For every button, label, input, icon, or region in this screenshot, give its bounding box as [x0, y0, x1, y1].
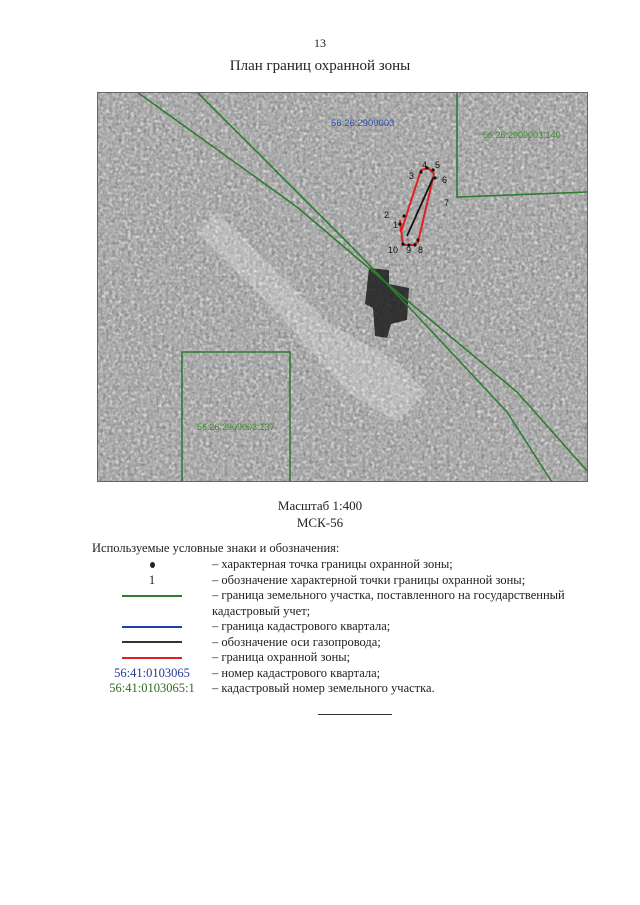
- line-symbol: [122, 595, 182, 597]
- legend-description: – граница охранной зоны;: [212, 650, 351, 664]
- point-label-3: 3: [409, 171, 415, 181]
- point-label-4: 4: [422, 160, 428, 170]
- line-symbol: [122, 626, 182, 628]
- point-symbol: [150, 562, 155, 568]
- legend-item: [92, 650, 592, 666]
- legend-intro: Используемые условные знаки и обозначения:: [92, 541, 340, 555]
- legend-item: [92, 666, 592, 682]
- zone-point-1: [398, 222, 401, 225]
- point-label-2: 2: [384, 210, 390, 220]
- legend-symbol: [92, 573, 212, 589]
- zone-point-3: [419, 170, 422, 173]
- legend-symbol: [92, 666, 212, 682]
- quarter-label: 56:26:2909003: [331, 118, 395, 129]
- legend-description: – кадастровый номер земельного участка.: [212, 681, 435, 695]
- legend-item: [92, 557, 592, 573]
- point-label-5: 5: [435, 160, 441, 170]
- legend-item: [92, 635, 592, 651]
- legend-symbol: [92, 557, 212, 573]
- footer-rule: [318, 714, 392, 715]
- parcel-label-140: 56:26:2909003:140: [483, 130, 561, 140]
- scale-block: [0, 497, 640, 531]
- orthophoto-map: [97, 92, 588, 482]
- zone-point-10: [401, 242, 404, 245]
- line-symbol: [122, 657, 182, 659]
- point-label-1: 1: [393, 220, 399, 230]
- legend-symbol: [92, 619, 212, 635]
- text-symbol: 1: [148, 572, 156, 587]
- page-number: 13: [314, 36, 326, 50]
- legend-description: – обозначение оси газопровода;: [212, 634, 381, 649]
- legend-description: – граница кадастрового квартала;: [212, 619, 391, 633]
- legend-description: – характерная точка границы охранной зоны;: [212, 557, 453, 571]
- legend-description: – номер кадастрового квартала;: [212, 665, 381, 680]
- legend-symbol: [92, 635, 212, 651]
- text-symbol: 56:41:0103065: [114, 665, 190, 680]
- zone-point-6: [433, 176, 436, 179]
- zone-point-7: [416, 238, 419, 241]
- coordinate-system: МСК-56: [296, 515, 344, 530]
- legend-symbol: [92, 681, 212, 697]
- point-label-7: 7: [444, 198, 450, 208]
- legend-item: [92, 681, 592, 697]
- page-title: План границ охранной зоны: [229, 58, 411, 74]
- text-symbol: 56:41:0103065:1: [109, 681, 195, 695]
- zone-point-2: [402, 214, 405, 217]
- scale-ratio: Масштаб 1:400: [277, 498, 363, 513]
- legend-description: – граница земельного участка, поставленного на государственный кадастровый учет;: [212, 588, 565, 618]
- line-symbol: [122, 641, 182, 643]
- legend-symbol: [92, 588, 212, 604]
- zone-point-8: [413, 243, 416, 246]
- legend-item: [92, 573, 592, 589]
- point-label-9: 9: [406, 245, 412, 255]
- legend-symbol: [92, 650, 212, 666]
- point-label-6: 6: [442, 175, 448, 185]
- point-label-8: 8: [418, 245, 424, 255]
- point-label-10: 10: [388, 245, 399, 255]
- map-canvas: [97, 92, 588, 482]
- legend-item: [92, 619, 592, 635]
- legend-description: – обозначение характерной точки границы охранной зоны;: [212, 572, 526, 587]
- legend: [92, 557, 592, 697]
- parcel-label-137: 56:26:2909003:137: [197, 422, 275, 432]
- legend-item: [92, 588, 592, 619]
